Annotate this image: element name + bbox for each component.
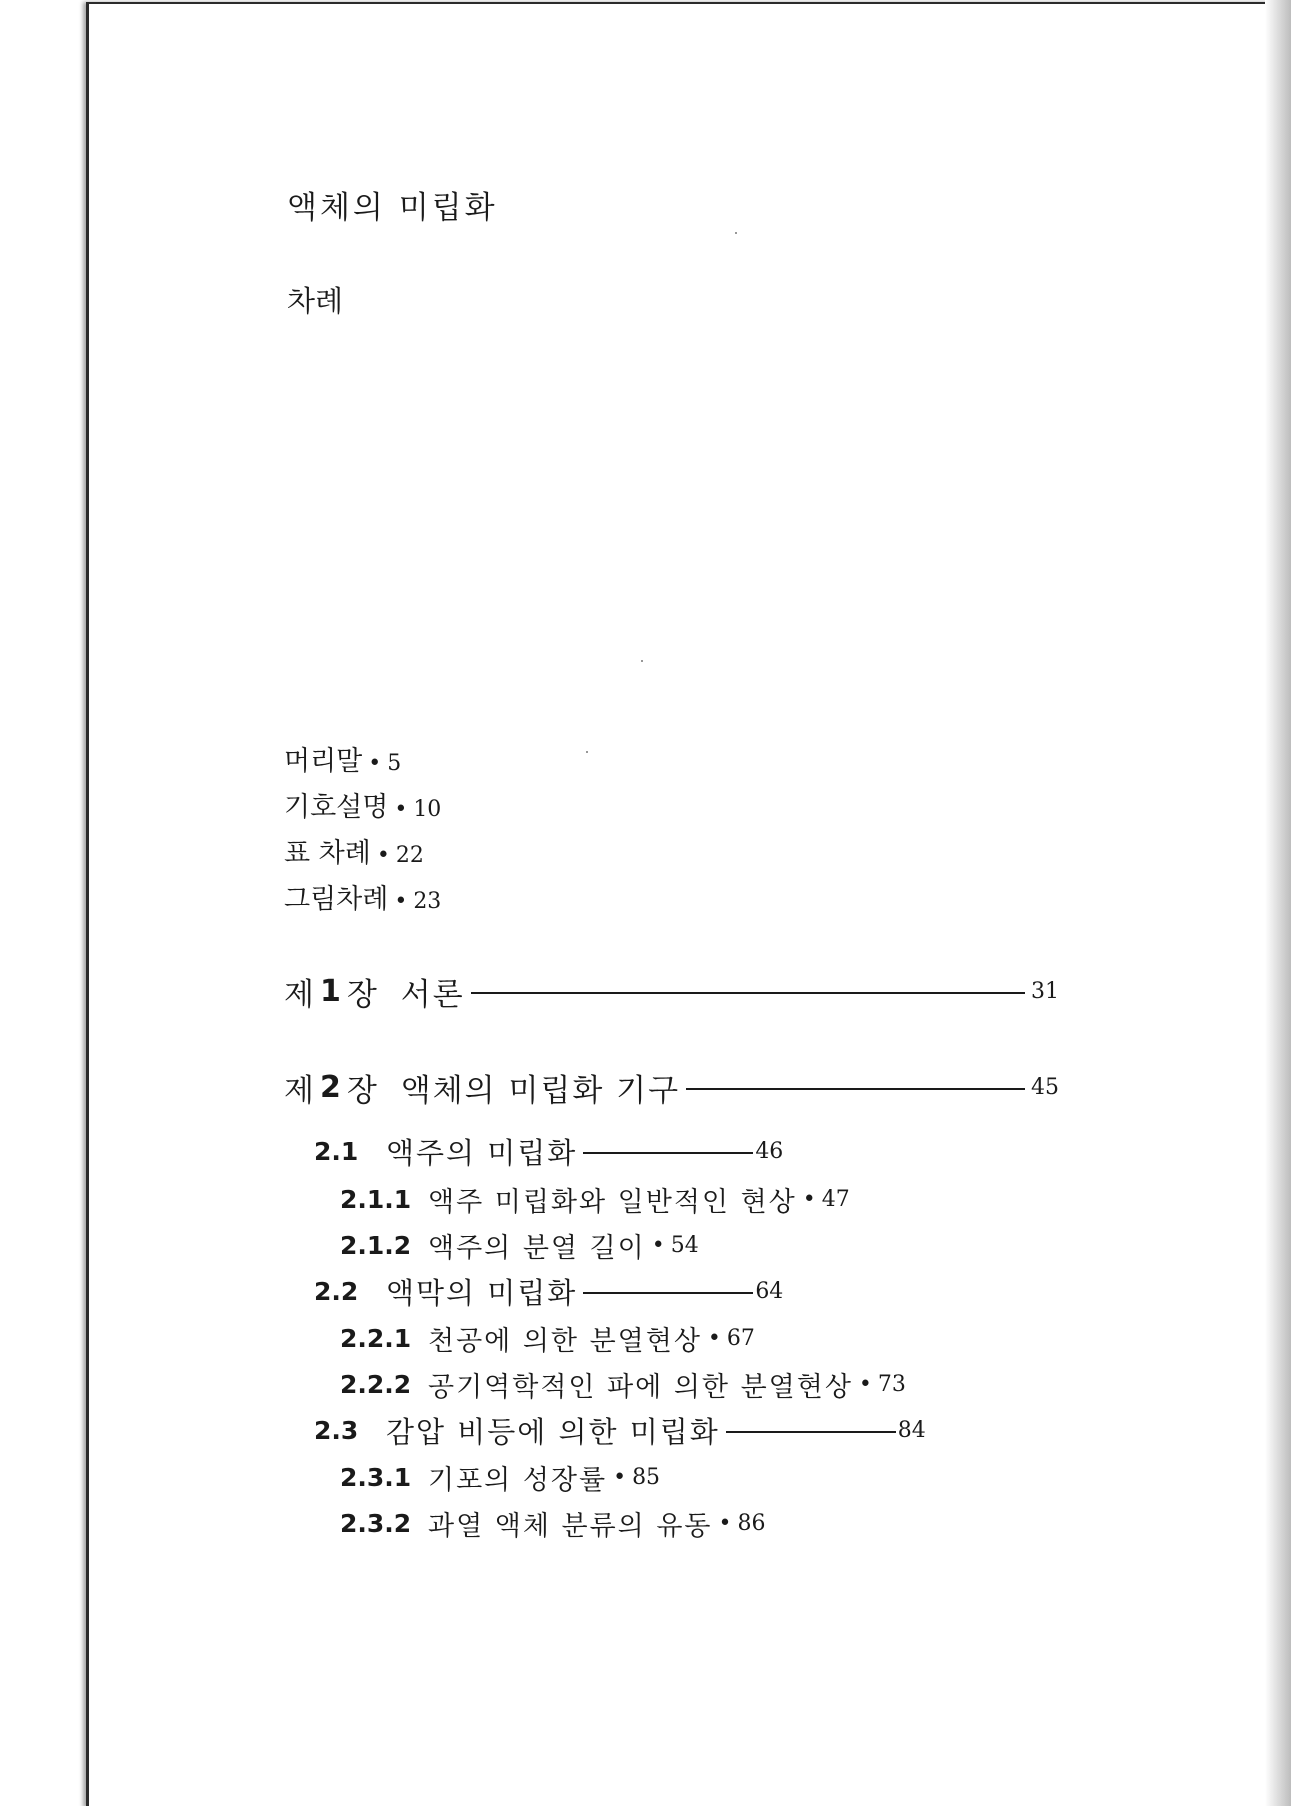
scan-speck (641, 660, 643, 662)
toc-bullet: • (394, 889, 408, 914)
section-number: 2.3 (314, 1415, 359, 1445)
scan-speck (735, 232, 737, 234)
toc-page-number: 67 (726, 1325, 755, 1351)
toc-bullet: • (613, 1464, 627, 1490)
chapter-prefix: 제 (284, 976, 314, 1013)
section-title: 감압 비등에 의한 미립화 (386, 1414, 720, 1449)
subsection-title: 공기역학적인 파에 의한 분열현상 (428, 1371, 853, 1403)
toc-page-number: 64 (755, 1278, 784, 1304)
toc-section-2-2[interactable] (314, 1269, 783, 1313)
toc-bullet: • (718, 1510, 732, 1536)
toc-leader-line (686, 1088, 1025, 1090)
toc-bullet: • (368, 751, 382, 776)
toc-bullet: • (376, 843, 390, 868)
toc-page-number: 22 (395, 843, 424, 868)
toc-entry-label: 그림차례 (284, 884, 389, 915)
toc-page-number: 54 (670, 1232, 699, 1258)
toc-bullet: • (802, 1186, 816, 1212)
chapter-suffix: 장 (346, 1072, 377, 1109)
toc-leader-line (726, 1431, 896, 1433)
scan-margin-left (0, 0, 86, 1806)
toc-bullet: • (394, 797, 408, 822)
toc-subsection-2-1-1[interactable] (340, 1177, 850, 1221)
toc-leader-line (583, 1152, 753, 1154)
subsection-title: 천공에 의한 분열현상 (428, 1325, 702, 1357)
toc-chapter-1[interactable] (284, 969, 1059, 1013)
subsection-title: 액주의 분열 길이 (428, 1232, 646, 1264)
chapter-title: 서론 (400, 976, 465, 1013)
toc-page-number: 46 (755, 1138, 784, 1164)
toc-page-number: 5 (387, 751, 402, 776)
toc-subsection-2-2-1[interactable] (340, 1316, 755, 1360)
section-number: 2.2 (314, 1276, 359, 1306)
subsection-number: 2.3.1 (340, 1462, 412, 1492)
toc-entry-preface[interactable] (284, 739, 441, 785)
scan-speck (586, 751, 588, 753)
toc-page-number: 73 (877, 1371, 906, 1397)
chapter-prefix: 제 (284, 1072, 314, 1109)
toc-entry-symbols[interactable] (284, 785, 441, 831)
subsection-number: 2.3.2 (340, 1508, 412, 1538)
toc-bullet: • (707, 1325, 721, 1351)
toc-bullet: • (858, 1371, 872, 1397)
toc-entry-label: 표 차례 (284, 838, 371, 869)
toc-entry-list-of-tables[interactable] (284, 831, 441, 877)
toc-subsection-2-3-1[interactable] (340, 1455, 660, 1499)
toc-entry-label: 머리말 (284, 746, 363, 777)
contents-heading: 차례 (287, 284, 344, 318)
subsection-number: 2.2.1 (340, 1323, 412, 1353)
chapter-number: 2 (319, 1069, 341, 1105)
chapter-suffix: 장 (346, 976, 377, 1013)
subsection-number: 2.1.1 (340, 1184, 412, 1214)
toc-bullet: • (651, 1232, 665, 1258)
subsection-number: 2.1.2 (340, 1230, 412, 1260)
toc-subsection-2-2-2[interactable] (340, 1362, 906, 1406)
toc-page-number: 47 (821, 1186, 850, 1212)
toc-leader-line (583, 1292, 753, 1294)
toc-page-number: 23 (413, 889, 442, 914)
book-title: 액체의 미립화 (287, 190, 498, 226)
toc-entry-list-of-figures[interactable] (284, 877, 441, 923)
toc-subsection-2-3-2[interactable] (340, 1501, 765, 1545)
toc-leader-line (471, 992, 1025, 994)
subsection-title: 과열 액체 분류의 유동 (428, 1510, 713, 1542)
section-number: 2.1 (314, 1136, 359, 1166)
toc-page-number: 10 (413, 797, 442, 822)
toc-entry-label: 기호설명 (284, 792, 389, 823)
chapter-number: 1 (319, 973, 341, 1009)
page-shadow (1265, 0, 1291, 1806)
section-title: 액막의 미립화 (386, 1275, 578, 1310)
toc-section-2-1[interactable] (314, 1129, 783, 1173)
chapter-title: 액체의 미립화 기구 (400, 1072, 681, 1109)
subsection-title: 액주 미립화와 일반적인 현상 (428, 1186, 797, 1218)
toc-subsection-2-1-2[interactable] (340, 1223, 699, 1267)
toc-page-number: 84 (897, 1417, 926, 1443)
toc-page-number: 85 (632, 1464, 661, 1490)
toc-page-number: 31 (1031, 978, 1059, 1004)
toc-section-2-3[interactable] (314, 1408, 926, 1452)
subsection-number: 2.2.2 (340, 1369, 412, 1399)
toc-page-number: 45 (1031, 1074, 1059, 1100)
toc-chapter-2[interactable] (284, 1065, 1059, 1109)
subsection-title: 기포의 성장률 (428, 1464, 608, 1496)
toc-page-number: 86 (737, 1510, 766, 1536)
front-matter-list (284, 739, 441, 923)
section-title: 액주의 미립화 (386, 1135, 578, 1170)
